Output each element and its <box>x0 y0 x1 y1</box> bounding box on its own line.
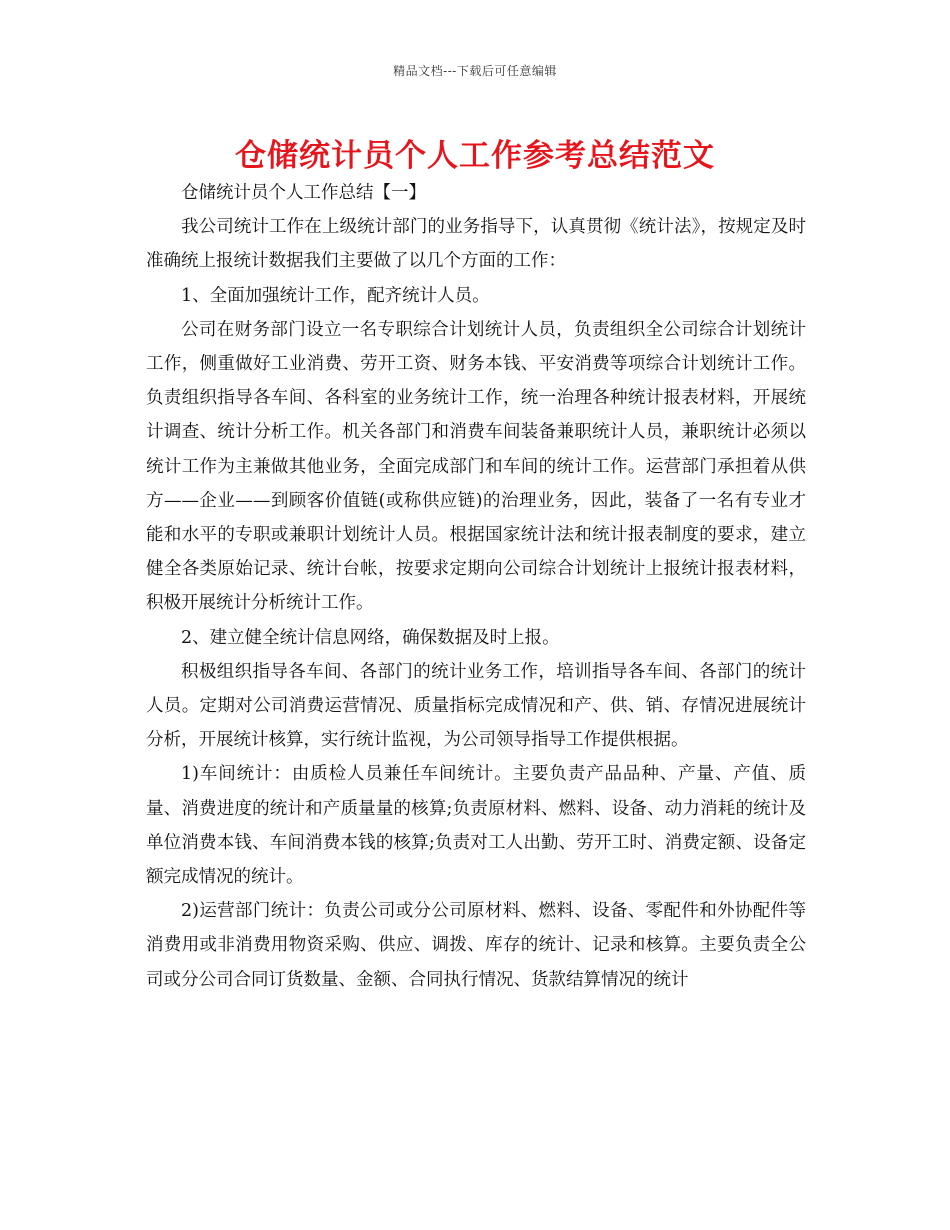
item-heading-1: 1、全面加强统计工作，配齐统计人员。 <box>181 285 490 306</box>
section-heading: 仓储统计员个人工作总结【一】 <box>181 183 426 203</box>
item-heading-2: 2、建立健全统计信息网络，确保数据及时上报。 <box>181 627 560 648</box>
paragraph-staffing: 公司在财务部门设立一名专职综合计划统计人员，负责组织全公司综合计划统计工作，侧重做好工业消费、劳开工资、财务本钱、平安消费等项综合计划统计工作。负责组织指导各车间、各科室的业务统计工作，统一治理各种统计报表材料，开展统计调查、统计分析工作。机关各部门和消费车间装备兼职统计人员，兼职统计必须以统计工作为主兼做其他业务，全面完成部门和车间的统计工作。运营部门承担着从供方——企业——到顾客价值链(或称供应链)的治理业务，因此，装备了一名有专业才能和水平的专职或兼职计划统计人员。根据国家统计法和统计报表制度的要求，建立健全各类原始记录、统计台帐，按要求定期向公司综合计划统计上报统计报表材料，积极开展统计分析统计工作。 <box>146 319 806 614</box>
page-header: 精品文档---下载后可任意编辑 <box>393 64 557 78</box>
paragraph-operations-statistics: 2)运营部门统计：负责公司或分公司原材料、燃料、设备、零配件和外协配件等消费用或非消费用物资采购、供应、调拨、库存的统计、记录和核算。主要负责全公司或分公司合同订货数量、金额、合同执行情况、货款结算情况的统计 <box>146 901 806 990</box>
paragraph-workshop-statistics: 1)车间统计：由质检人员兼任车间统计。主要负责产品品种、产量、产值、质量、消费进度的统计和产质量量的核算;负责原材料、燃料、设备、动力消耗的统计及单位消费本钱、车间消费本钱的核算;负责对工人出勤、劳开工时、消费定额、设备定额完成情况的统计。 <box>146 764 806 888</box>
paragraph-intro: 我公司统计工作在上级统计部门的业务指导下，认真贯彻《统计法》，按规定及时准确统上报统计数据我们主要做了以几个方面的工作： <box>146 217 806 272</box>
paragraph-network: 积极组织指导各车间、各部门的统计业务工作，培训指导各车间、各部门的统计人员。定期对公司消费运营情况、质量指标完成情况和产、供、销、存情况进展统计分析，开展统计核算，实行统计监视，为公司领导指导工作提供根据。 <box>146 661 806 751</box>
document-title: 仓储统计员个人工作参考总结范文 <box>235 138 715 174</box>
document-body <box>146 176 806 997</box>
